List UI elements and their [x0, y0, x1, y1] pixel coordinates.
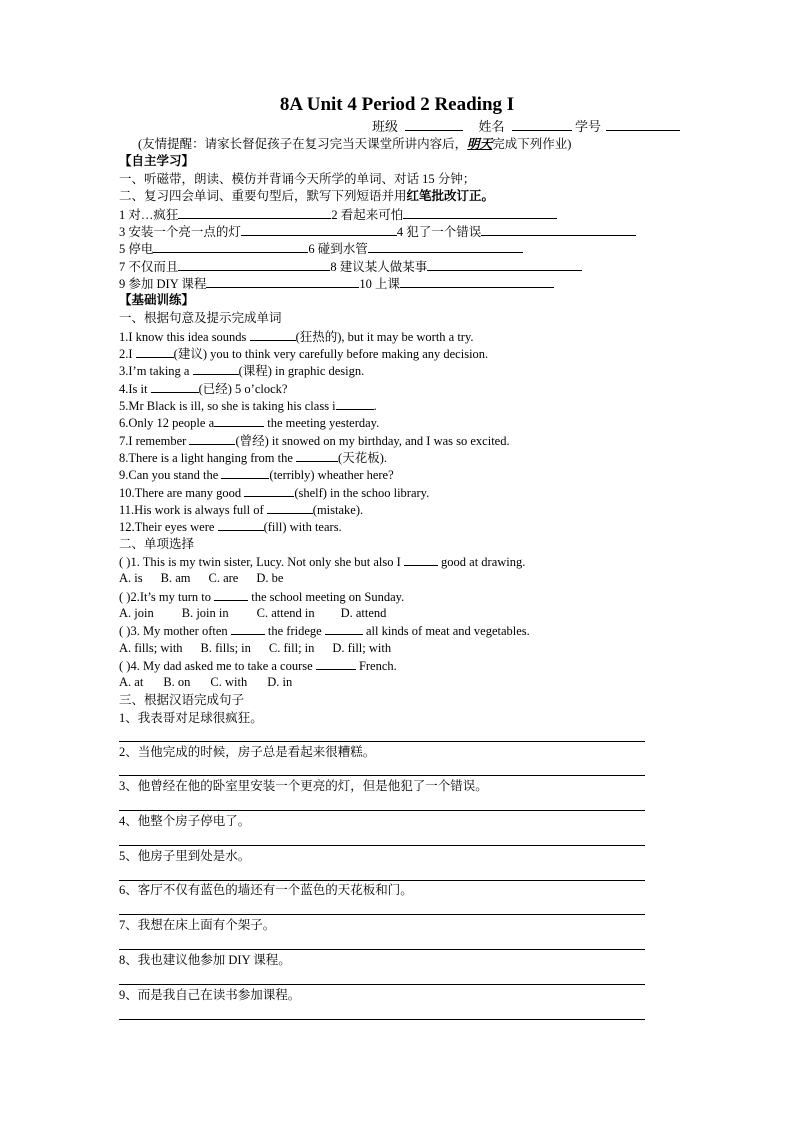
translation-prompt: 8、我也建议他参加 DIY 课程。 [119, 953, 291, 967]
self-study-line-1: 一、听磁带，朗读、模仿并背诵今天所学的单词、对话 15 分钟； [119, 172, 476, 186]
answer-blank [250, 328, 296, 341]
question-text: (曾经) it snowed on my birthday, and I was so excited. [235, 434, 510, 448]
answer-blank [231, 622, 265, 635]
vocab-row [119, 223, 636, 240]
answer-blank [316, 657, 356, 670]
vocab-item: 6 碰到水管 [308, 242, 368, 256]
answer-blank [241, 223, 397, 236]
answer-blank [296, 449, 338, 462]
answer-line [119, 810, 645, 811]
question-text: ( )1. This is my twin sister, Lucy. Not only she but also I [119, 555, 404, 569]
answer-blank [427, 258, 582, 271]
translation-prompt: 3、他曾经在他的卧室里安装一个更亮的灯，但是他犯了一个错误。 [119, 779, 488, 793]
parent-reminder [138, 136, 571, 153]
self-study-heading: 【自主学习】 [119, 154, 195, 168]
question-text: ( )2.It’s my turn to [119, 590, 215, 604]
option: B. fills; in [200, 641, 251, 655]
option: B. am [160, 571, 191, 585]
vocab-item: 8 建议某人做某事 [330, 260, 428, 274]
vocab-item: 5 停电 [119, 242, 154, 256]
fill-question [119, 501, 363, 518]
vocab-row [119, 258, 582, 275]
question-text: all kinds of meat and vegetables. [362, 624, 530, 638]
answer-blank [206, 275, 359, 288]
option: B. on [163, 675, 191, 689]
id-label: 学号 [575, 119, 602, 134]
answer-blank [336, 397, 374, 410]
answer-blank [481, 223, 636, 236]
mc-options [119, 605, 386, 622]
mc-question [119, 588, 404, 605]
question-text: (mistake). [312, 503, 364, 517]
answer-blank [368, 240, 523, 253]
answer-blank [178, 206, 331, 219]
answer-blank [404, 553, 438, 566]
answer-line [119, 845, 645, 846]
mc-options [119, 674, 292, 691]
reminder-text-before: (友情提醒：请家长督促孩子在复习完当天课堂所讲内容后， [138, 137, 468, 151]
answer-blank [189, 432, 235, 445]
answer-blank [244, 484, 294, 497]
question-text: 5.Mr Black is ill, so she is taking his class i [119, 399, 336, 413]
question-text: the school meeting on Sunday. [248, 590, 405, 604]
question-text: (建议) you to think very carefully before making any decision. [173, 347, 489, 361]
option: A. join [119, 606, 154, 620]
question-text: (课程) in graphic design. [238, 364, 365, 378]
mc-options [119, 570, 283, 587]
vocab-item: 1 对…疯狂 [119, 208, 179, 222]
name-label: 姓名 [478, 119, 505, 134]
fill-question [119, 484, 429, 501]
question-text: the meeting yesterday. [264, 416, 380, 430]
question-text: 4.Is it [119, 382, 151, 396]
answer-line [119, 984, 645, 985]
answer-line [119, 741, 645, 742]
question-text: 12.Their eyes were [119, 520, 218, 534]
vocab-row [119, 275, 554, 292]
option: C. are [208, 571, 239, 585]
option: D. attend [340, 606, 387, 620]
mc-options [119, 640, 391, 657]
basic-training-heading: 【基础训练】 [119, 293, 195, 307]
question-text: 8.There is a light hanging from the [119, 451, 297, 465]
question-text: (已经) 5 o’clock? [198, 382, 288, 396]
fill-question [119, 380, 287, 397]
fill-question [119, 414, 379, 431]
translation-prompt: 6、客厅不仅有蓝色的墙还有一个蓝色的天花板和门。 [119, 883, 413, 897]
question-text: ( )4. My dad asked me to take a course [119, 659, 316, 673]
answer-blank [178, 258, 330, 271]
answer-line [119, 949, 645, 950]
section-1-title: 一、根据句意及提示完成单词 [119, 311, 282, 325]
question-text: 1.I know this idea sounds [119, 330, 250, 344]
question-text: 6.Only 12 people a [119, 416, 215, 430]
answer-line [119, 914, 645, 915]
fill-question [119, 449, 387, 466]
question-text: (天花板). [338, 451, 387, 465]
fill-question [119, 397, 377, 414]
question-text: (狂热的), but it may be worth a try. [295, 330, 474, 344]
vocab-item: 7 不仅而且 [119, 260, 179, 274]
mc-question [119, 553, 525, 570]
question-text: . [373, 399, 377, 413]
option: A. at [119, 675, 144, 689]
answer-blank [214, 588, 248, 601]
translation-prompt: 5、他房子里到处是水。 [119, 849, 251, 863]
vocab-item: 10 上课 [359, 277, 401, 291]
question-text: 2.I [119, 347, 136, 361]
answer-blank [267, 501, 313, 514]
option: C. attend in [256, 606, 315, 620]
question-text: the fridege [264, 624, 325, 638]
question-text: 7.I remember [119, 434, 190, 448]
section-2-title: 二、单项选择 [119, 537, 195, 551]
fill-question [119, 432, 510, 449]
reminder-text-after: 完成下列作业) [492, 137, 572, 151]
option: D. fill; with [332, 641, 392, 655]
question-text: 11.His work is always full of [119, 503, 267, 517]
question-text: 3.I’m taking a [119, 364, 193, 378]
page-title: 8A Unit 4 Period 2 Reading I [279, 94, 515, 115]
fill-question [119, 518, 342, 535]
question-text: good at drawing. [437, 555, 526, 569]
class-label: 班级 [372, 119, 399, 134]
vocab-item: 3 安装一个亮一点的灯 [119, 225, 241, 239]
translation-prompt: 1、我表哥对足球很疯狂。 [119, 711, 263, 725]
vocab-row [119, 206, 557, 223]
option: A. fills; with [119, 641, 183, 655]
question-text: 9.Can you stand the [119, 468, 222, 482]
answer-line [119, 880, 645, 881]
option: B. join in [181, 606, 229, 620]
vocab-item: 2 看起来可怕 [331, 208, 404, 222]
answer-blank [221, 466, 269, 479]
class-blank [405, 118, 463, 131]
translation-prompt: 9、而是我自己在读书参加课程。 [119, 988, 301, 1002]
answer-blank [214, 414, 264, 427]
reminder-emphasis: 明天 [467, 137, 493, 151]
mc-question [119, 622, 530, 639]
vocab-item: 9 参加 DIY 课程 [119, 277, 207, 291]
answer-blank [325, 622, 363, 635]
answer-blank [400, 275, 554, 288]
question-text: (terribly) wheather here? [269, 468, 394, 482]
translation-prompt: 4、他整个房子停电了。 [119, 814, 251, 828]
question-text: French. [355, 659, 397, 673]
self-study-line-2 [119, 188, 494, 205]
name-blank [512, 118, 572, 131]
question-text: ( )3. My mother often [119, 624, 231, 638]
vocab-item: 4 犯了一个错误 [396, 225, 482, 239]
fill-question [119, 362, 364, 379]
answer-blank [193, 362, 239, 375]
answer-blank [403, 206, 557, 219]
fill-question [119, 466, 394, 483]
translation-prompt: 7、我想在床上面有个架子。 [119, 918, 276, 932]
answer-blank [218, 518, 264, 531]
option: C. fill; in [268, 641, 315, 655]
answer-blank [153, 240, 308, 253]
vocab-row [119, 240, 523, 257]
line2-bold-text: 红笔批改订正。 [406, 189, 495, 203]
answer-blank [151, 380, 199, 393]
answer-blank [136, 345, 174, 358]
mc-question [119, 657, 397, 674]
option: D. be [256, 571, 284, 585]
translation-prompt: 2、当他完成的时候，房子总是看起来很糟糕。 [119, 745, 376, 759]
option: A. is [119, 571, 143, 585]
option: D. in [267, 675, 293, 689]
student-info-line [372, 118, 680, 135]
question-text: 10.There are many good [119, 486, 245, 500]
answer-line [119, 775, 645, 776]
answer-line [119, 1019, 645, 1020]
question-text: (shelf) in the schoo library. [294, 486, 430, 500]
option: C. with [210, 675, 248, 689]
section-3-title: 三、根据汉语完成句子 [119, 693, 245, 707]
fill-question [119, 328, 474, 345]
fill-question [119, 345, 488, 362]
question-text: (fill) with tears. [263, 520, 342, 534]
line2-text: 二、复习四会单词、重要句型后，默写下列短语并用 [119, 189, 407, 203]
id-blank [606, 118, 680, 131]
